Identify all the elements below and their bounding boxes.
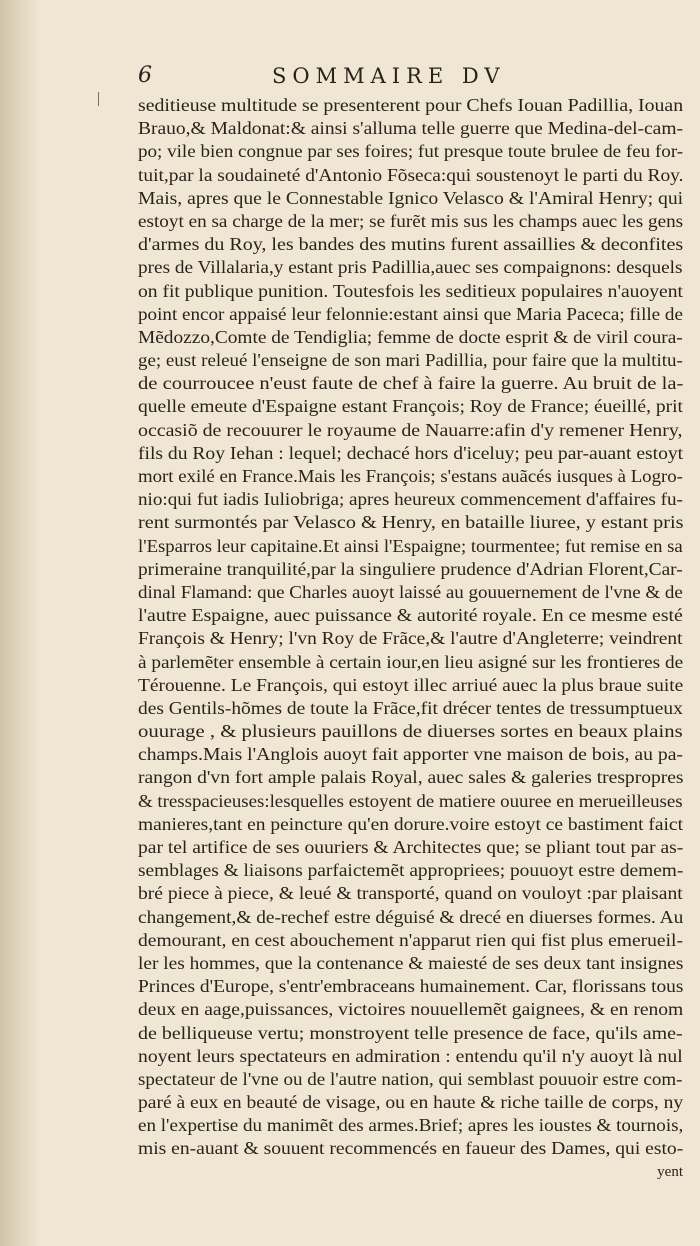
text-line: occasiõ de recouurer le royaume de Nauarre:afin d'y remener Henry, xyxy=(138,419,683,440)
text-line: Mais, apres que le Connestable Ignico Velasco & l'Amiral Henry; qui xyxy=(138,187,684,208)
page-number: 6 xyxy=(138,63,152,88)
text-line: noyent leurs spectateurs en admiration : entendu qu'il n'y auoyt là nul xyxy=(138,1045,683,1066)
body-text xyxy=(138,94,683,1184)
text-line: Brauo,& Maldonat:& ainsi s'alluma telle guerre que Medina-del-cam- xyxy=(138,118,683,139)
text-line: po; vile bien congnue par ses foires; fut presque toute brulee de feu for- xyxy=(138,141,684,162)
catchword: yent xyxy=(657,1163,683,1180)
text-line: ge; eust releué l'enseigne de son mari Padillia, pour faire que la multitu- xyxy=(138,350,683,371)
text-line: Térouenne. Le François, qui estoyt illec arriué auec la plus braue suite xyxy=(138,674,684,695)
text-line: de belliqueuse vertu; monstroyent telle presence de face, qu'ils ame- xyxy=(138,1022,683,1043)
text-line: en l'expertise du manimẽt des armes.Brief; apres les ioustes & tournois, xyxy=(138,1115,684,1136)
text-line: manieres,tant en peincture qu'en dorure.voire estoyt ce bastiment faict xyxy=(138,813,683,834)
text-line: paré à eux en beauté de visage, ou en haute & riche taille de corps, ny xyxy=(138,1092,684,1113)
text-line: estoyt en sa charge de la mer; se furẽt mis sus les champs auec les gens xyxy=(138,210,684,231)
text-line: ouurage , & plusieurs pauillons de diuerses sortes en beaux plains xyxy=(138,721,683,742)
text-line: mort exilé en France.Mais les François; s'estans auãcés iusques à Logro- xyxy=(138,466,683,486)
page-gutter-shadow xyxy=(0,0,40,1246)
text-line: semblages & liaisons parfaictemẽt appropriees; pouuoyt estre demem- xyxy=(138,860,684,881)
text-line: d'armes du Roy, les bandes des mutins furent assaillies & deconfites xyxy=(138,234,684,255)
text-line: primeraine tranquilité,par la singuliere prudence d'Adrian Florent,Car- xyxy=(138,558,683,579)
text-line: ler les hommes, que la contenance & maiesté de ses deux tant insignes xyxy=(138,952,684,973)
text-line: tuit,par la soudaineté d'Antonio Fõseca:qui soustenoyt le parti du Roy. xyxy=(138,164,684,185)
text-line: & tresspacieuses:lesquelles estoyent de matiere ouuree en merueilleuses xyxy=(138,790,683,811)
text-line: à parlemẽter ensemble à certain iour,en lieu asigné sur les frontieres de xyxy=(138,651,684,672)
text-line: nio:qui fut iadis Iuliobriga; apres heureux commencement d'affaires fu- xyxy=(138,489,683,510)
text-line: mis en-auant & souuent recommencés en faueur des Dames, qui esto- xyxy=(138,1138,684,1159)
text-line: l'Esparros leur capitaine.Et ainsi l'Espaigne; tourmentee; fut remise en sa xyxy=(138,535,683,556)
text-line: dinal Flamand: que Charles auoyt laissé au gouuernement de l'vne & de xyxy=(138,581,683,602)
text-line: pres de Villalaria,y estant pris Padillia,auec ses compaignons: desquels xyxy=(138,257,683,278)
text-line: l'autre Espaigne, auec puissance & autorité royale. En ce mesme esté xyxy=(138,605,683,626)
text-line: changement,& de-rechef estre déguisé & drecé en diuerses formes. Au xyxy=(138,906,684,927)
text-line: des Gentils-hõmes de toute la Frãce,fit drécer tentes de tressumptueux xyxy=(138,697,683,718)
text-line: seditieuse multitude se presenterent pour Chefs Iouan Padillia, Iouan xyxy=(138,95,684,115)
text-line: demourant, en cest abouchement n'apparut rien qui fist plus emerueil- xyxy=(138,929,683,950)
text-line: bré piece à piece, & leué & transporté, quand on vouloyt :par plaisant xyxy=(138,883,683,904)
text-line: spectateur de l'vne ou de l'autre nation, qui semblast pouuoir estre com- xyxy=(138,1068,683,1089)
text-line: fils du Roy Iehan : lequel; dechacé hors d'iceluy; peu par-auant estoyt xyxy=(138,442,684,463)
text-line: de courroucee n'eust faute de chef à faire la guerre. Au bruit de la- xyxy=(138,373,684,394)
text-line: Princes d'Europe, s'entr'embraceans humainement. Car, florissans tous xyxy=(138,976,684,997)
text-line: point encor appaisé leur felonnie:estant ainsi que Maria Paceca; fille de xyxy=(138,303,683,324)
running-head: SOMMAIRE DV xyxy=(272,64,506,88)
text-line: rent surmontés par Velasco & Henry, en bataille liuree, y estant pris xyxy=(138,512,684,533)
text-line: François & Henry; l'vn Roy de Frãce,& l'autre d'Angleterre; veindrent xyxy=(138,628,683,649)
text-line: on fit publique punition. Toutesfois les seditieux populaires n'auoyent xyxy=(138,280,683,301)
text-line: par tel artifice de ses ouuriers & Architectes que; se pliant tout par as- xyxy=(138,837,684,857)
margin-mark xyxy=(98,92,99,106)
text-line: champs.Mais l'Anglois auoyt fait apporter vne maison de bois, au pa- xyxy=(138,744,683,765)
text-line: rangon d'vn fort ample palais Royal, auec sales & galeries trespropres xyxy=(138,767,684,788)
text-line: Mẽdozzo,Comte de Tendiglia; femme de docte esprit & de viril coura- xyxy=(138,326,683,347)
text-line: deux en aage,puissances, victoires nouuellemẽt gaignees, & en renom xyxy=(138,999,684,1020)
text-line: quelle emeute d'Espaigne estant François; Roy de France; éueillé, prit xyxy=(138,396,683,417)
